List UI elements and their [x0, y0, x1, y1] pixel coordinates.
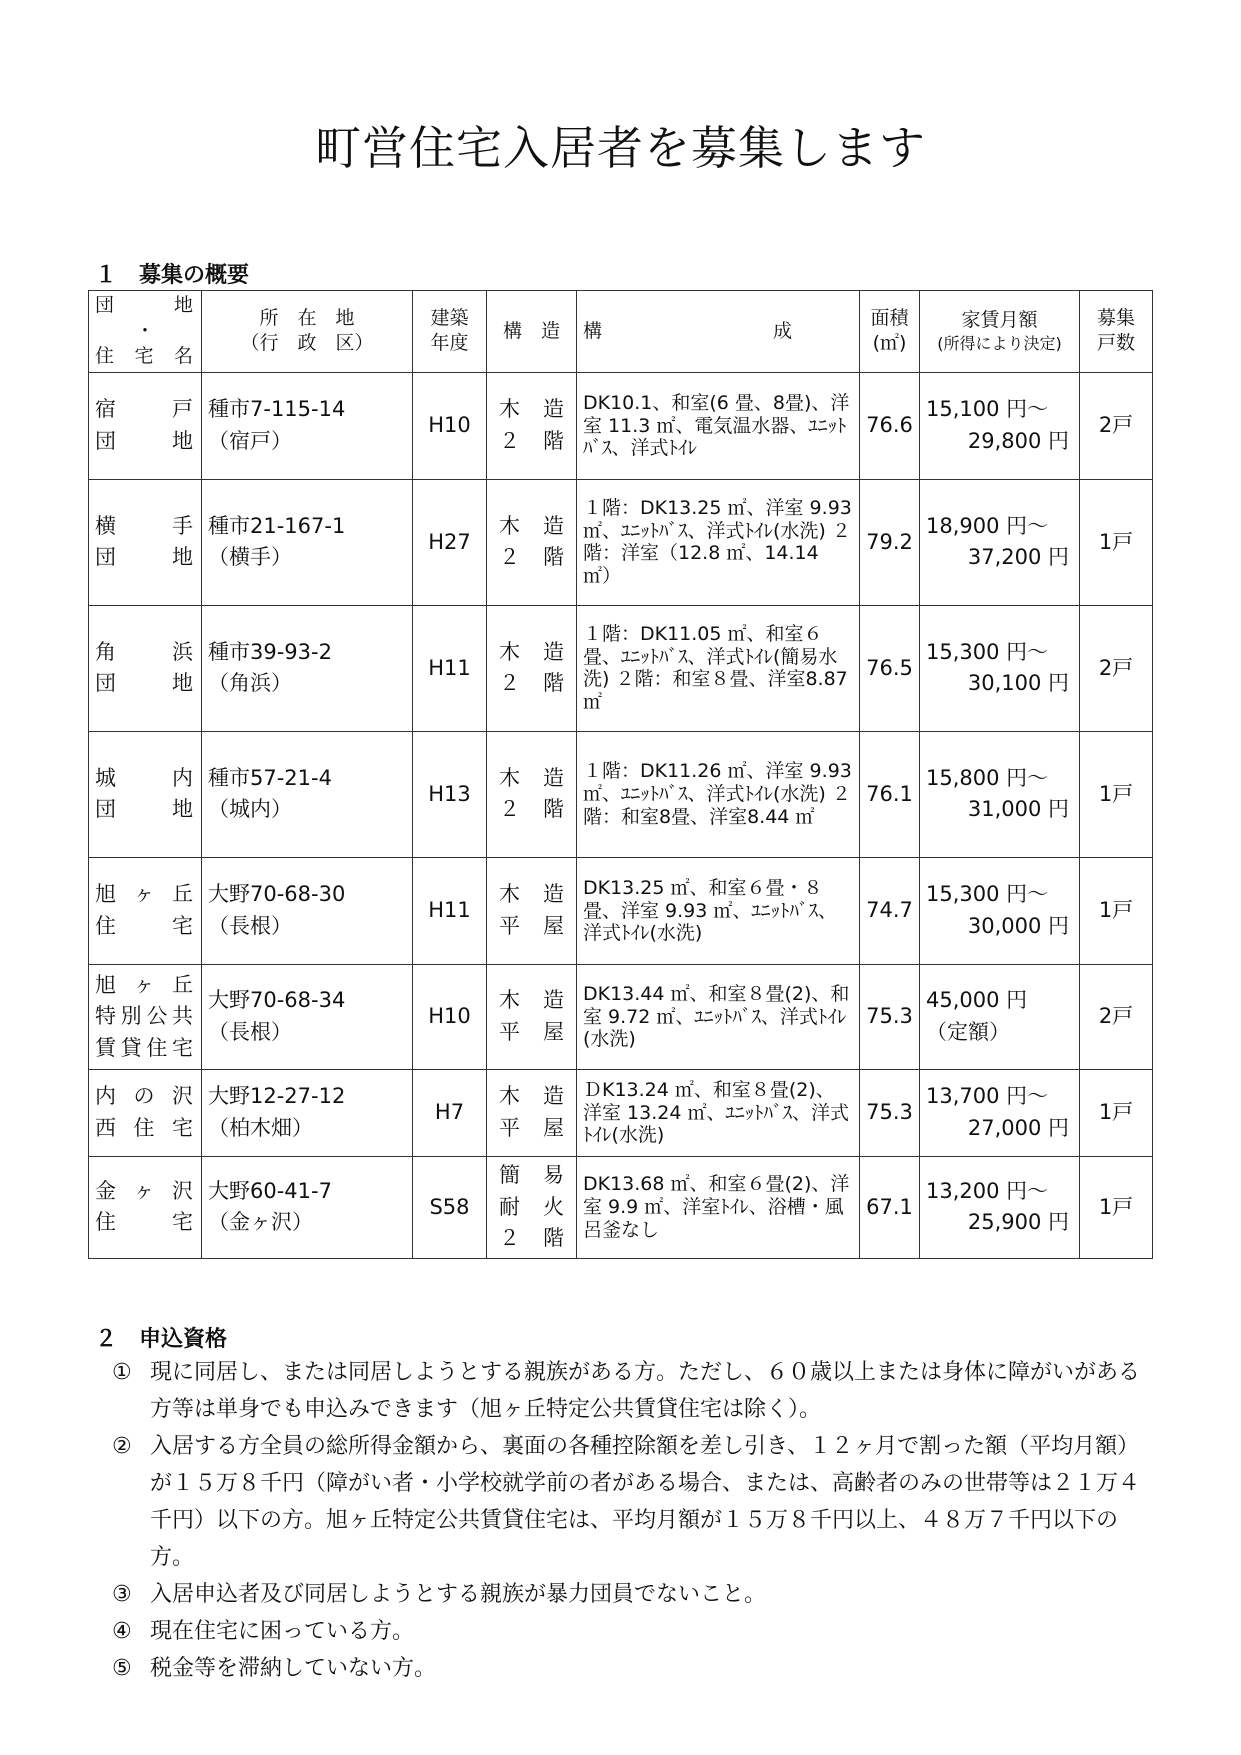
cell-structure: 木 造 平 屋 [487, 857, 577, 964]
list-item: ④ 現在住宅に困っている方。 [112, 1619, 415, 1644]
cell-area: 76.6 [860, 372, 920, 479]
cell-area: 76.5 [860, 605, 920, 731]
list-item: ② 入居する方全員の総所得金額から、裏面の各種控除額を差し引き、１２ヶ月で割った額（平均月額）が１５万８千円（障がい者・小学校就学前の者がある場合、または、高齢者のみの世帯等は２１万４千円）以下の方。旭ヶ丘特定公共賃貸住宅は、平均月額が１５万８千円以上、４８万７千円以下の方。 [112, 1434, 1141, 1570]
eligibility-list [112, 1354, 1157, 1687]
cell-structure: 木 造 ２ 階 [487, 479, 577, 605]
cell-units: 1戸 [1080, 857, 1153, 964]
cell-location: 種市21-167-1 （横手） [202, 479, 413, 605]
table-header-row [89, 291, 1153, 373]
cell-structure: 木 造 ２ 階 [487, 372, 577, 479]
cell-location: 大野12-27-12 （柏木畑） [202, 1069, 413, 1156]
table-row [89, 857, 1153, 964]
cell-area: 74.7 [860, 857, 920, 964]
cell-year: H10 [413, 964, 487, 1069]
cell-area: 67.1 [860, 1156, 920, 1258]
cell-composition: ＤK13.24 ㎡、和室８畳(2)、洋室 13.24 ㎡、ﾕﾆｯﾄﾊﾞｽ、洋式ﾄｲﾚ(水洗) [577, 1069, 860, 1156]
cell-year: H13 [413, 731, 487, 857]
cell-structure: 簡 易 耐 火 ２ 階 [487, 1156, 577, 1258]
cell-rent: 45,000 円 （定額） [920, 964, 1080, 1069]
cell-area: 79.2 [860, 479, 920, 605]
section-heading-eligibility: ２ 申込資格 [95, 1327, 228, 1352]
cell-units: 1戸 [1080, 1156, 1153, 1258]
cell-units: 2戸 [1080, 372, 1153, 479]
list-item: ③ 入居申込者及び同居しようとする親族が暴力団員でないこと。 [112, 1582, 767, 1607]
list-item: ⑤ 税金等を滞納していない方。 [112, 1656, 437, 1681]
cell-name: 旭ヶ丘 住 宅 [89, 857, 202, 964]
cell-location: 大野60-41-7 （金ヶ沢） [202, 1156, 413, 1258]
cell-year: H10 [413, 372, 487, 479]
cell-composition: １階：DK13.25 ㎡、洋室 9.93 ㎡、ﾕﾆｯﾄﾊﾞｽ、洋式ﾄｲﾚ(水洗) ２階：洋室（12.8 ㎡、14.14 ㎡） [577, 479, 860, 605]
cell-name: 内の沢 西住宅 [89, 1069, 202, 1156]
header-structure: 構 造 [487, 291, 577, 373]
cell-area: 76.1 [860, 731, 920, 857]
cell-units: 2戸 [1080, 964, 1153, 1069]
cell-structure: 木 造 ２ 階 [487, 731, 577, 857]
cell-year: H11 [413, 857, 487, 964]
cell-rent: 15,800 円～ 31,000 円 [920, 731, 1080, 857]
cell-location: 種市7-115-14 （宿戸） [202, 372, 413, 479]
cell-structure: 木 造 平 屋 [487, 1069, 577, 1156]
cell-rent: 18,900 円～ 37,200 円 [920, 479, 1080, 605]
cell-rent: 15,100 円～ 29,800 円 [920, 372, 1080, 479]
cell-name: 金ヶ沢 住 宅 [89, 1156, 202, 1258]
cell-year: H11 [413, 605, 487, 731]
cell-area: 75.3 [860, 964, 920, 1069]
cell-rent: 15,300 円～ 30,000 円 [920, 857, 1080, 964]
header-name: 団 地 ・ 住宅名 [89, 291, 202, 373]
table-row [89, 372, 1153, 479]
header-rent: 家賃月額 (所得により決定) [920, 291, 1080, 373]
cell-rent: 13,700 円～ 27,000 円 [920, 1069, 1080, 1156]
cell-location: 大野70-68-30 （長根） [202, 857, 413, 964]
table-row [89, 964, 1153, 1069]
cell-year: H27 [413, 479, 487, 605]
list-item: ① 現に同居し、または同居しようとする親族がある方。ただし、６０歳以上または身体に障がいがある方等は単身でも申込みできます（旭ヶ丘特定公共賃貸住宅は除く）。 [112, 1360, 1141, 1422]
header-composition: 構 成 [577, 291, 860, 373]
cell-year: H7 [413, 1069, 487, 1156]
cell-units: 1戸 [1080, 479, 1153, 605]
cell-composition: DK13.25 ㎡、和室６畳・８畳、洋室 9.93 ㎡、ﾕﾆｯﾄﾊﾞｽ、洋式ﾄｲﾚ(水洗) [577, 857, 860, 964]
cell-rent: 13,200 円～ 25,900 円 [920, 1156, 1080, 1258]
cell-name: 横 手 団 地 [89, 479, 202, 605]
cell-area: 75.3 [860, 1069, 920, 1156]
table-row [89, 1156, 1153, 1258]
cell-name: 宿 戸 団 地 [89, 372, 202, 479]
cell-composition: １階：DK11.05 ㎡、和室６畳、ﾕﾆｯﾄﾊﾞｽ、洋式ﾄｲﾚ(簡易水洗) ２階：和室８畳、洋室8.87 ㎡ [577, 605, 860, 731]
cell-rent: 15,300 円～ 30,100 円 [920, 605, 1080, 731]
table-row [89, 605, 1153, 731]
cell-year: S58 [413, 1156, 487, 1258]
header-year: 建築 年度 [413, 291, 487, 373]
cell-composition: DK13.44 ㎡、和室８畳(2)、和室 9.72 ㎡、ﾕﾆｯﾄﾊﾞｽ、洋式ﾄｲﾚ(水洗) [577, 964, 860, 1069]
cell-name: 旭ヶ丘 特別公共 賃貸住宅 [89, 964, 202, 1069]
housing-table [88, 290, 1153, 1259]
header-units: 募集 戸数 [1080, 291, 1153, 373]
cell-structure: 木 造 平 屋 [487, 964, 577, 1069]
cell-name: 角 浜 団 地 [89, 605, 202, 731]
cell-units: 2戸 [1080, 605, 1153, 731]
cell-location: 種市57-21-4 （城内） [202, 731, 413, 857]
cell-composition: DK13.68 ㎡、和室６畳(2)、洋室 9.9 ㎡、洋室ﾄｲﾚ、浴槽・風呂釜なし [577, 1156, 860, 1258]
section-heading-overview: １ 募集の概要 [95, 263, 250, 288]
cell-units: 1戸 [1080, 731, 1153, 857]
cell-composition: DK10.1、和室(6 畳、8畳)、洋室 11.3 ㎡、電気温水器、ﾕﾆｯﾄﾊﾞｽ、洋式ﾄｲﾚ [577, 372, 860, 479]
cell-location: 大野70-68-34 （長根） [202, 964, 413, 1069]
table-row [89, 479, 1153, 605]
header-location: 所 在 地 （行 政 区） [202, 291, 413, 373]
page-title: 町営住宅入居者を募集します [315, 121, 926, 175]
cell-name: 城 内 団 地 [89, 731, 202, 857]
table-row [89, 731, 1153, 857]
cell-location: 種市39-93-2 （角浜） [202, 605, 413, 731]
header-area: 面積 (㎡) [860, 291, 920, 373]
cell-structure: 木 造 ２ 階 [487, 605, 577, 731]
cell-composition: １階：DK11.26 ㎡、洋室 9.93 ㎡、ﾕﾆｯﾄﾊﾞｽ、洋式ﾄｲﾚ(水洗) ２階：和室8畳、洋室8.44 ㎡ [577, 731, 860, 857]
cell-units: 1戸 [1080, 1069, 1153, 1156]
table-row [89, 1069, 1153, 1156]
